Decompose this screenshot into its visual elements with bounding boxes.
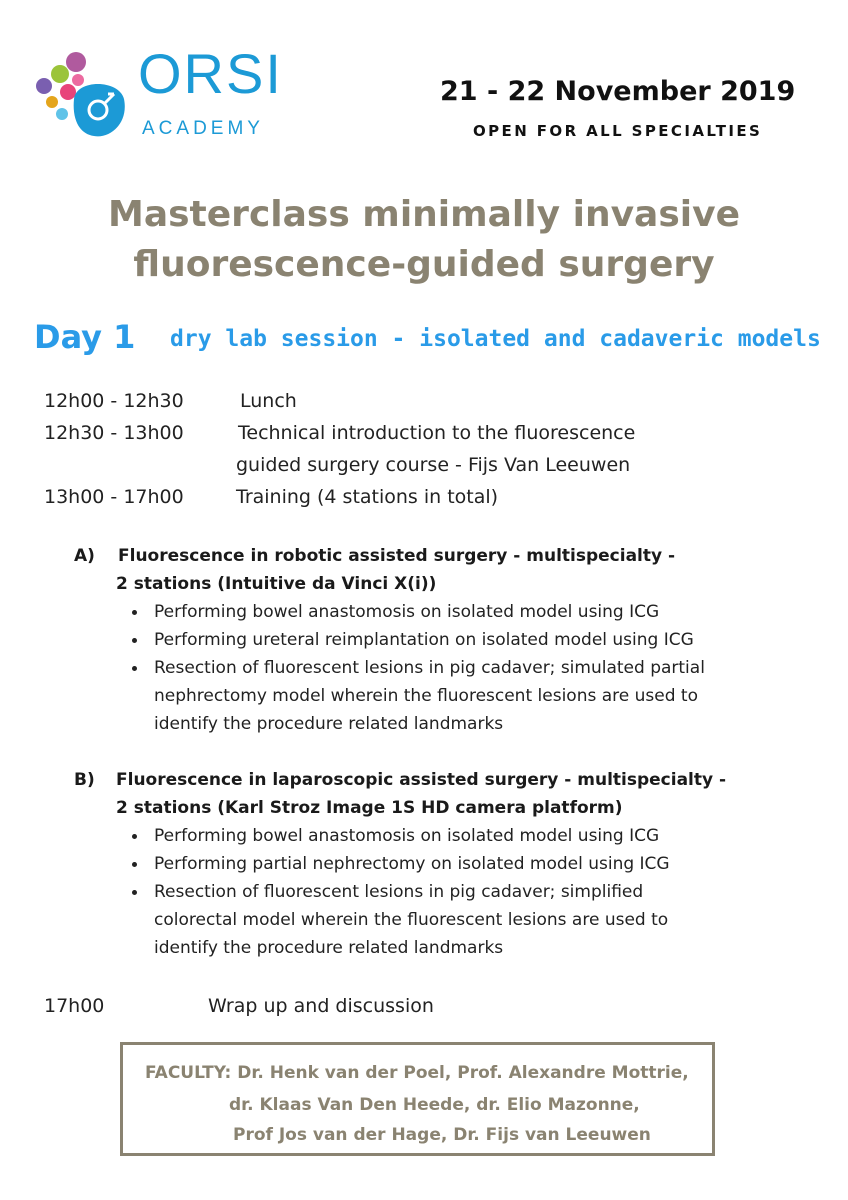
faculty-box [120, 1042, 715, 1156]
schedule-desc-continued: guided surgery course - Fijs Van Leeuwen [236, 454, 631, 476]
list-item-continued: nephrectomy model wherein the fluorescent lesions are used to [154, 686, 698, 706]
section-b-letter: B) [74, 770, 95, 790]
list-item-continued: identify the procedure related landmarks [154, 938, 504, 958]
list-item: Performing ureteral reimplantation on isolated model using ICG [126, 626, 705, 654]
title-line-1: Masterclass minimally invasive [108, 194, 740, 235]
logo-name: ORSI [138, 42, 283, 105]
schedule-time: 12h30 - 13h00 [44, 422, 184, 444]
open-for-specialties: OPEN FOR ALL SPECIALTIES [473, 122, 763, 140]
section-a-heading: Fluorescence in robotic assisted surgery - multispecialty - [118, 546, 676, 566]
page-title [0, 190, 848, 290]
molecule-logo-icon [24, 44, 139, 149]
section-a-bullets [126, 598, 705, 738]
event-date: 21 - 22 November 2019 [440, 76, 796, 107]
orsi-logo [24, 42, 283, 149]
list-item: Performing bowel anastomosis on isolated model using ICG [126, 598, 705, 626]
faculty-line-2: dr. Klaas Van Den Heede, dr. Elio Mazonne, [229, 1095, 640, 1115]
schedule-desc: Technical introduction to the fluorescence [238, 422, 636, 444]
title-line-2: fluorescence-guided surgery [133, 244, 715, 285]
schedule-desc: Training (4 stations in total) [236, 486, 499, 508]
section-a-letter: A) [74, 546, 95, 566]
section-b-bullets [126, 822, 670, 962]
schedule-time: 13h00 - 17h00 [44, 486, 184, 508]
list-item: Performing partial nephrectomy on isolated model using ICG [126, 850, 670, 878]
logo-subtitle: ACADEMY [142, 118, 264, 139]
list-item: Resection of fluorescent lesions in pig cadaver; simplified [126, 878, 670, 906]
schedule-desc: Lunch [240, 390, 297, 412]
wrapup-desc: Wrap up and discussion [208, 995, 434, 1017]
faculty-line-1: FACULTY: Dr. Henk van der Poel, Prof. Alexandre Mottrie, [145, 1063, 689, 1083]
wrapup-time: 17h00 [44, 995, 105, 1017]
list-item-continued: identify the procedure related landmarks [154, 714, 504, 734]
day-label: Day 1 [34, 318, 136, 356]
list-item: Resection of fluorescent lesions in pig cadaver; simulated partial [126, 654, 705, 682]
section-b-heading-2: 2 stations (Karl Stroz Image 1S HD camera platform) [116, 798, 623, 818]
schedule-time: 12h00 - 12h30 [44, 390, 184, 412]
list-item-continued: colorectal model wherein the fluorescent lesions are used to [154, 910, 669, 930]
list-item: Performing bowel anastomosis on isolated model using ICG [126, 822, 670, 850]
day-subtitle: dry lab session - isolated and cadaveric models [170, 326, 821, 352]
faculty-line-3: Prof Jos van der Hage, Dr. Fijs van Leeuwen [233, 1125, 651, 1145]
section-b-heading: Fluorescence in laparoscopic assisted surgery - multispecialty - [116, 770, 727, 790]
section-a-heading-2: 2 stations (Intuitive da Vinci X(i)) [116, 574, 437, 594]
